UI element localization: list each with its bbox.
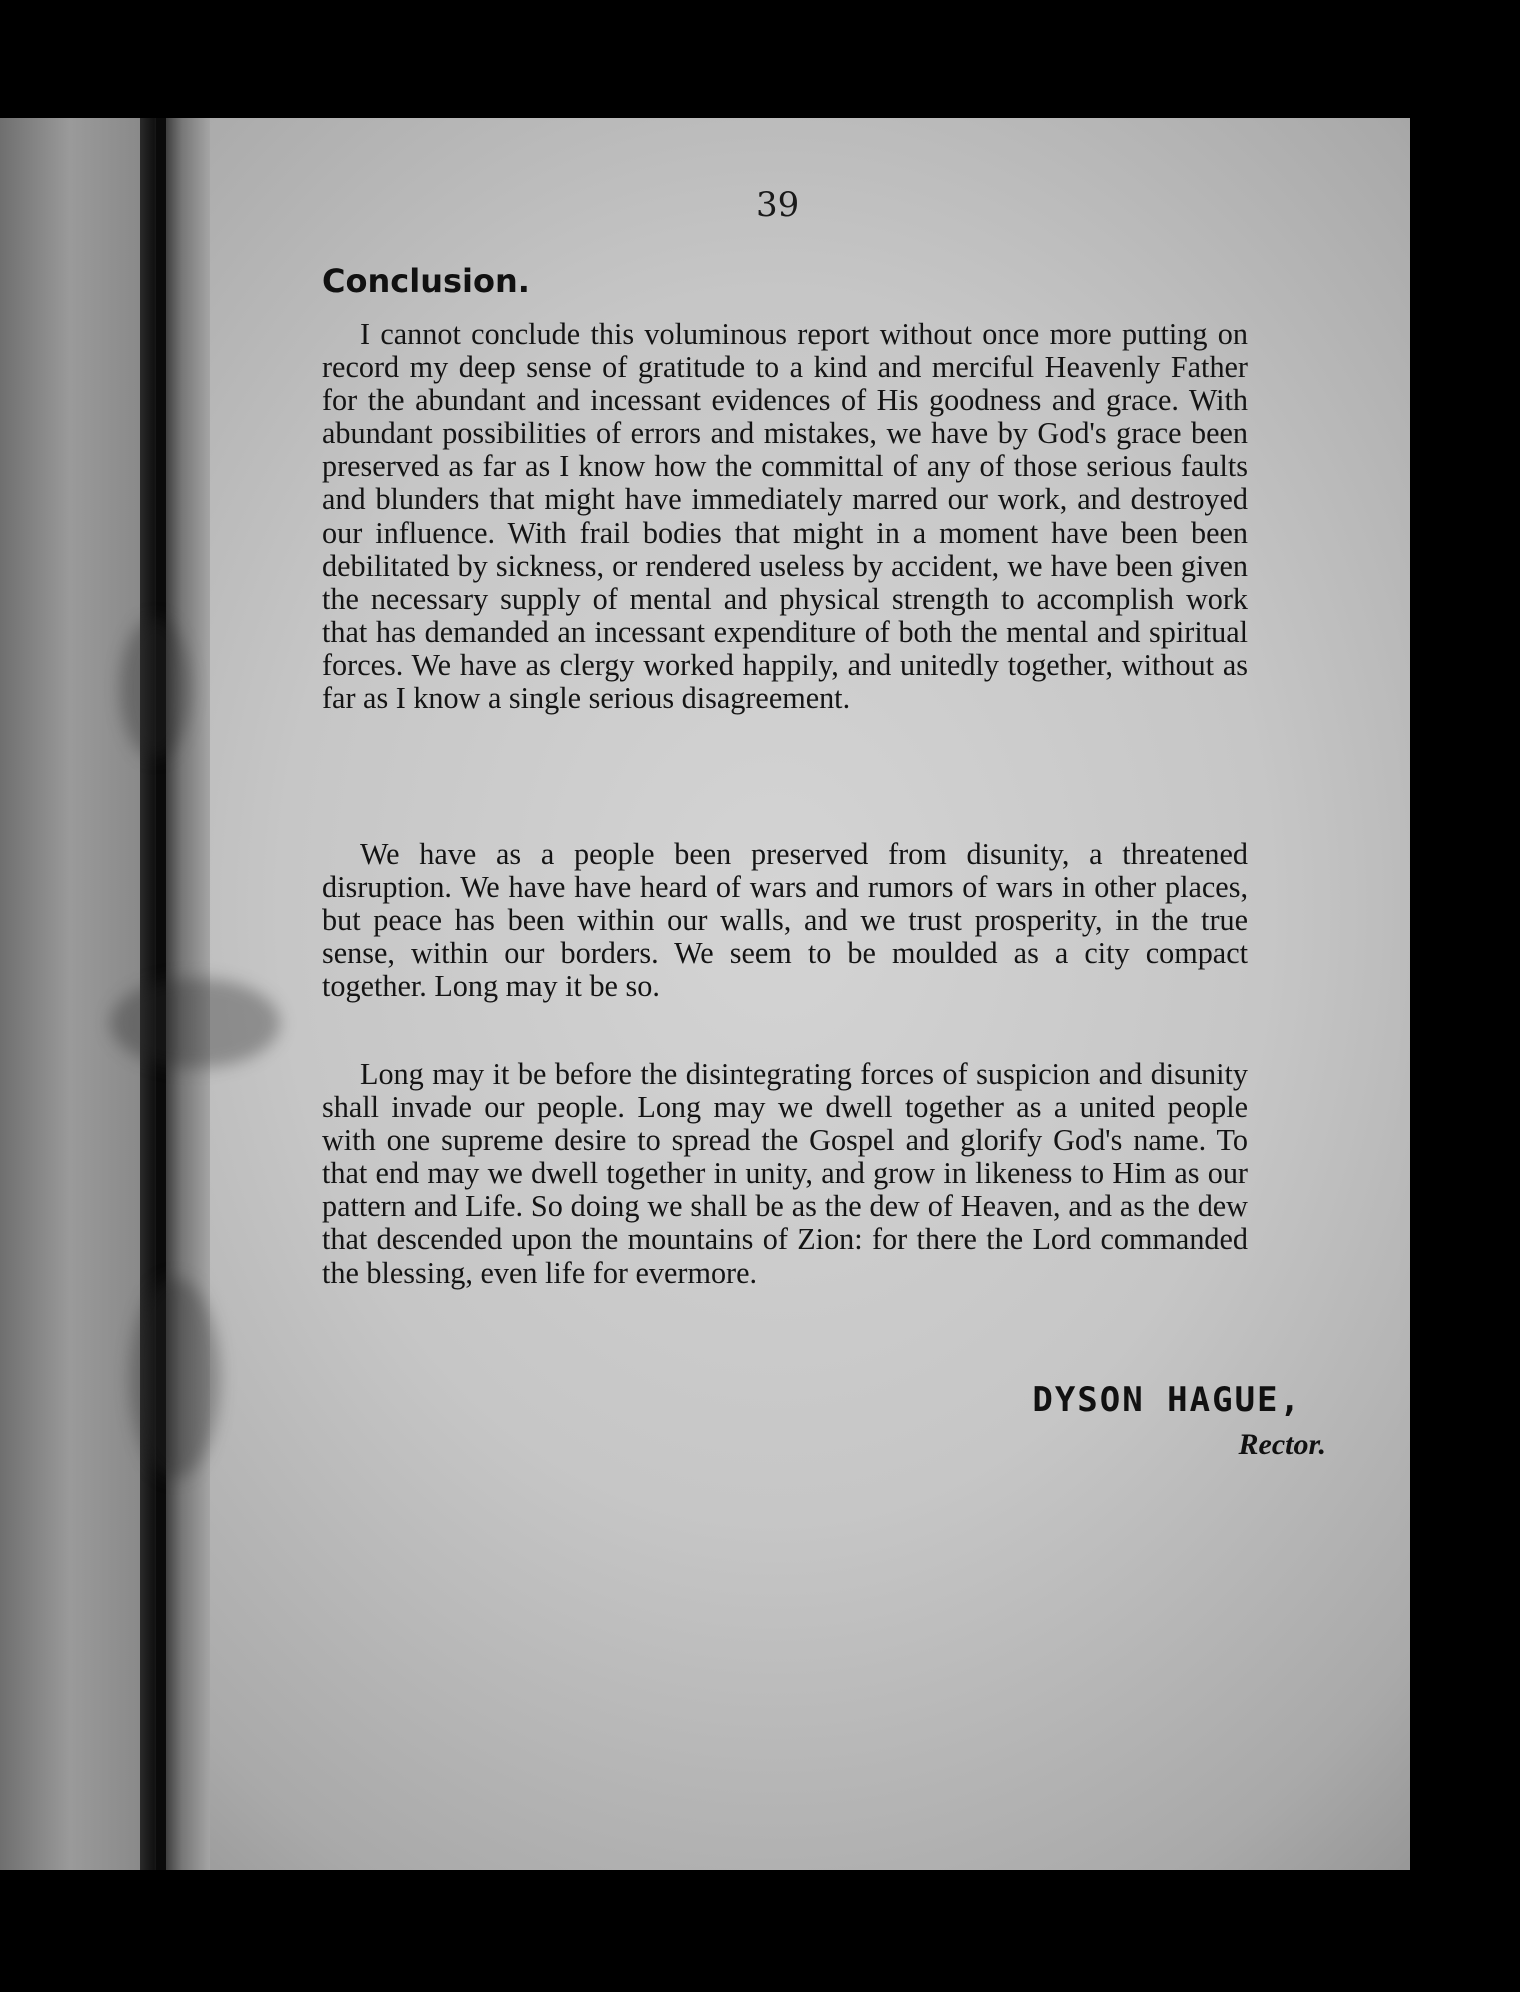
paragraph-2: We have as a people been preserved from disunity, a threatened disruption. We have have heard of wars and rumors of wars in other places, but peace has been within our walls, and we trust prosperity, in the true sense, within our borders. We seem to be moulded as a city compact together. Long may it be so.	[322, 837, 1248, 1004]
ink-stain	[130, 1278, 220, 1478]
signature-name: DYSON HAGUE,	[1032, 1380, 1302, 1420]
section-heading: Conclusion.	[322, 262, 530, 300]
ink-stain	[120, 618, 190, 758]
paragraph-3: Long may it be before the disintegrating forces of suspicion and disunity shall invade our people. Long may we dwell together as a united people with one supreme desire to spread the Gospel and glorify God's name. To that end may we dwell together in unity, and grow in likeness to Him as our pattern and Life. So doing we shall be as the dew of Heaven, and as the dew that descended upon the mountains of Zion: for there the Lord commanded the blessing, even life for evermore.	[322, 1057, 1248, 1290]
facing-page-edge	[0, 118, 140, 1870]
ink-stain	[110, 978, 280, 1068]
page-number: 39	[756, 185, 800, 225]
signature-role: Rector.	[1238, 1428, 1326, 1461]
paragraph-1: I cannot conclude this voluminous report without once more putting on record my deep sense of gratitude to a kind and merciful Heavenly Father for the abundant and incessant evidences of His goodness and grace. With abundant possibilities of errors and mistakes, we have by God's grace been preserved as far as I know how the committal of any of those serious faults and blunders that might have immediately marred our work, and destroyed our influence. With frail bodies that might in a moment have been been debilitated by sickness, or rendered useless by accident, we have been given the necessary supply of mental and physical strength to accomplish work that has demanded an incessant expenditure of both the mental and spiritual forces. We have as clergy worked happily, and unitedly together, without as far as I know a single serious disagreement.	[322, 317, 1248, 716]
